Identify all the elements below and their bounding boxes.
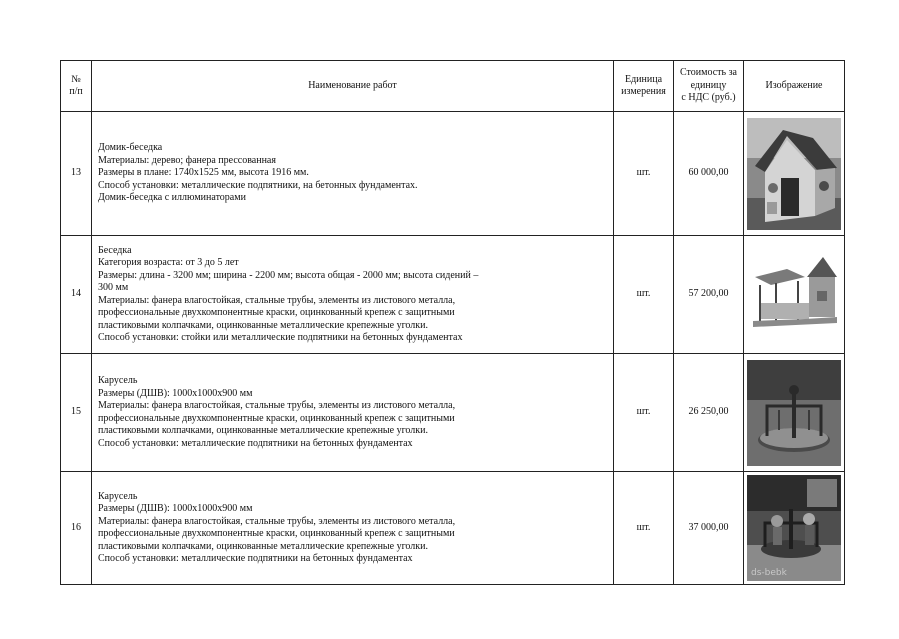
- description-line: профессиональные двухкомпонентные краски, оцинкованный крепеж с защитными: [98, 528, 455, 539]
- row-number: 15: [61, 354, 92, 472]
- table-row: [61, 472, 845, 585]
- row-number: 13: [61, 112, 92, 236]
- row-image-cell: [744, 236, 845, 354]
- item-title: Карусель: [98, 375, 138, 386]
- playhouse-photo: [747, 118, 841, 230]
- row-description: [92, 354, 614, 472]
- description-line: Материалы: дерево; фанера прессованная: [98, 154, 276, 166]
- row-unit: шт.: [614, 354, 674, 472]
- description-line: 300 мм: [98, 282, 129, 293]
- description-line: Размеры: длина - 3200 мм; ширина - 2200 мм; высота общая - 2000 мм; высота сидений –: [98, 269, 479, 281]
- description-line: Домик-беседка с иллюминаторами: [98, 192, 246, 204]
- header-image: Изображение: [744, 61, 845, 112]
- item-title: Карусель: [98, 490, 138, 502]
- row-description: [92, 472, 614, 585]
- description-line: Размеры в плане: 1740х1525 мм, высота 1916 мм.: [98, 167, 309, 179]
- carousel-photo: [747, 475, 841, 581]
- row-price: 57 200,00: [674, 236, 744, 354]
- description-line: Категория возраста: от 3 до 5 лет: [98, 257, 239, 268]
- row-price: 26 250,00: [674, 354, 744, 472]
- carousel-photo: [747, 360, 841, 466]
- row-price: 37 000,00: [674, 472, 744, 585]
- row-description: [92, 112, 614, 236]
- row-price: 60 000,00: [674, 112, 744, 236]
- description-line: Способ установки: металлические подпятники на бетонных фундаментах: [98, 553, 413, 564]
- row-unit: шт.: [614, 472, 674, 585]
- description-line: Размеры (ДШВ): 1000х1000х900 мм: [98, 387, 253, 399]
- header-price: Стоимость за единицу с НДС (руб.): [674, 61, 744, 112]
- description-line: профессиональные двухкомпонентные краски, оцинкованный крепеж с защитными: [98, 412, 455, 424]
- item-title: Беседка: [98, 244, 132, 256]
- description-line: пластиковыми колпачками, оцинкованные металлические крепежные уголки.: [98, 319, 429, 331]
- table-row: [61, 236, 845, 354]
- description-line: Способ установки: металлические подпятники на бетонных фундаментах: [98, 437, 413, 449]
- description-line: пластиковыми колпачками, оцинкованные металлические крепежные уголки.: [98, 540, 429, 552]
- description-line: Способ установки: металлические подпятники, на бетонных фундаментах.: [98, 179, 418, 191]
- item-title: Домик-беседка: [98, 142, 163, 154]
- description-line: Материалы: фанера влагостойкая, стальные трубы, элементы из листового металла,: [98, 294, 456, 306]
- row-number: 14: [61, 236, 92, 354]
- header-num: № п/п: [61, 61, 92, 112]
- row-image-cell: [744, 112, 845, 236]
- price-table: [60, 60, 845, 585]
- description-line: Материалы: фанера влагостойкая, стальные трубы, элементы из листового металла,: [98, 400, 456, 411]
- header-unit: Единица измерения: [614, 61, 674, 112]
- row-image-cell: [744, 354, 845, 472]
- header-name: Наименование работ: [92, 61, 614, 112]
- header-row: [61, 61, 845, 112]
- image-watermark: ds-bebk: [751, 568, 787, 578]
- description-line: Способ установки: стойки или металлические подпятники на бетонных фундаментах: [98, 332, 463, 343]
- description-line: пластиковыми колпачками, оцинкованные металлические крепежные уголки.: [98, 425, 429, 436]
- row-unit: шт.: [614, 236, 674, 354]
- gazebo-photo: [747, 255, 841, 335]
- row-description: [92, 236, 614, 354]
- row-number: 16: [61, 472, 92, 585]
- table-row: [61, 354, 845, 472]
- description-line: Размеры (ДШВ): 1000х1000х900 мм: [98, 503, 253, 514]
- description-line: Материалы: фанера влагостойкая, стальные трубы, элементы из листового металла,: [98, 515, 456, 527]
- row-unit: шт.: [614, 112, 674, 236]
- description-line: профессиональные двухкомпонентные краски, оцинкованный крепеж с защитными: [98, 307, 455, 318]
- table-row: [61, 112, 845, 236]
- row-image-cell: [744, 472, 845, 585]
